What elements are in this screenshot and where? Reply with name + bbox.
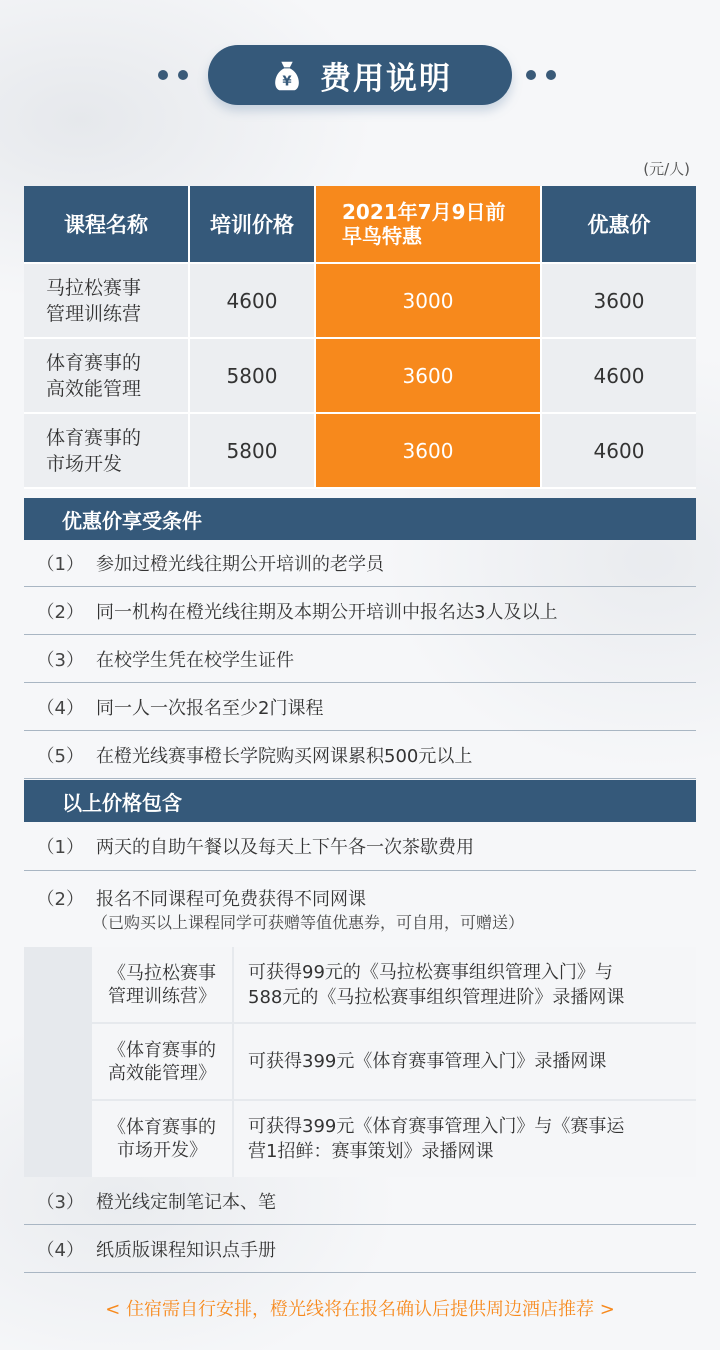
coupon-note: （已购买以上课程同学可获赠等值优惠券，可自用，可赠送） bbox=[92, 913, 525, 932]
discount-cell: 4600 bbox=[542, 339, 696, 414]
item-text: 报名不同课程可免费获得不同网课 bbox=[96, 889, 366, 910]
bonus-table bbox=[24, 947, 696, 1177]
list-item bbox=[24, 683, 696, 731]
includes-section-title: 以上价格包含 bbox=[24, 780, 696, 822]
price-cell: 5800 bbox=[190, 339, 316, 414]
column-header-price: 培训价格 bbox=[190, 186, 316, 264]
item-text: 在校学生凭在校学生证件 bbox=[96, 649, 294, 671]
list-item bbox=[24, 635, 696, 683]
early-bird-cell: 3000 bbox=[316, 264, 542, 339]
item-number: （3） bbox=[36, 1191, 84, 1213]
item-text: 纸质版课程知识点手册 bbox=[96, 1239, 276, 1261]
table-row bbox=[24, 414, 696, 489]
list-item bbox=[24, 822, 696, 871]
item-text: 同一人一次报名至少2门课程 bbox=[96, 697, 324, 719]
price-cell: 5800 bbox=[190, 414, 316, 489]
item-number: （4） bbox=[36, 697, 84, 719]
decorative-dots-left bbox=[158, 70, 188, 80]
table-header-row bbox=[24, 186, 696, 264]
item-text: 同一机构在橙光线往期及本期公开培训中报名达3人及以上 bbox=[96, 601, 558, 623]
item-text: 在橙光线赛事橙长学院购买网课累积500元以上 bbox=[96, 745, 473, 767]
column-header-discount: 优惠价 bbox=[542, 186, 696, 264]
item-number: （5） bbox=[36, 745, 84, 767]
discount-cell: 3600 bbox=[542, 264, 696, 339]
list-item bbox=[24, 731, 696, 779]
price-cell: 4600 bbox=[190, 264, 316, 339]
item-number: （3） bbox=[36, 649, 84, 671]
item-number: （1） bbox=[36, 837, 84, 858]
column-header-course: 课程名称 bbox=[24, 186, 190, 264]
bonus-gift-cell: 可获得399元《体育赛事管理入门》录播网课 bbox=[234, 1024, 696, 1099]
early-bird-cell: 3600 bbox=[316, 414, 542, 489]
bonus-course-cell: 《体育赛事的 高效能管理》 bbox=[92, 1024, 232, 1099]
accommodation-note: < 住宿需自行安排，橙光线将在报名确认后提供周边酒店推荐 > bbox=[105, 1299, 615, 1320]
bonus-course-cell: 《体育赛事的 市场开发》 bbox=[92, 1101, 232, 1177]
early-bird-cell: 3600 bbox=[316, 339, 542, 414]
list-item bbox=[24, 587, 696, 635]
table-row bbox=[24, 264, 696, 339]
page-title: 费用说明 bbox=[320, 60, 452, 97]
item-number: （2） bbox=[36, 601, 84, 623]
list-item bbox=[24, 540, 696, 587]
item-number: （2） bbox=[36, 889, 84, 910]
bonus-gift-cell: 可获得99元的《马拉松赛事组织管理入门》与 588元的《马拉松赛事组织管理进阶》录播网课 bbox=[234, 947, 696, 1022]
table-row bbox=[92, 1024, 696, 1099]
price-table bbox=[24, 186, 696, 489]
decorative-dots-right bbox=[526, 70, 556, 80]
conditions-section-title: 优惠价享受条件 bbox=[24, 498, 696, 540]
money-bag-icon bbox=[268, 56, 306, 94]
list-item bbox=[24, 1225, 696, 1273]
item-number: （4） bbox=[36, 1239, 84, 1261]
discount-cell: 4600 bbox=[542, 414, 696, 489]
list-item bbox=[24, 1177, 696, 1225]
unit-label: (元/人) bbox=[643, 160, 690, 178]
yen-glyph: ¥ bbox=[282, 74, 292, 90]
item-text: 橙光线定制笔记本、笔 bbox=[96, 1191, 276, 1213]
course-name-cell: 体育赛事的 高效能管理 bbox=[24, 339, 190, 414]
course-name-cell: 体育赛事的 市场开发 bbox=[24, 414, 190, 489]
item-text: 两天的自助午餐以及每天上下午各一次茶歇费用 bbox=[96, 837, 474, 858]
bonus-gift-cell: 可获得399元《体育赛事管理入门》与《赛事运 营1招鲜：赛事策划》录播网课 bbox=[234, 1101, 696, 1177]
title-pill bbox=[208, 45, 512, 105]
page-header bbox=[0, 45, 720, 107]
column-header-early-bird: 2021年7月9日前 早鸟特惠 bbox=[316, 186, 542, 264]
table-row bbox=[24, 339, 696, 414]
table-row bbox=[92, 947, 696, 1022]
item-number: （1） bbox=[36, 554, 84, 575]
list-item bbox=[24, 871, 696, 911]
item-text: 参加过橙光线往期公开培训的老学员 bbox=[96, 554, 384, 575]
course-name-cell: 马拉松赛事 管理训练营 bbox=[24, 264, 190, 339]
bonus-course-cell: 《马拉松赛事 管理训练营》 bbox=[92, 947, 232, 1022]
table-row bbox=[92, 1101, 696, 1177]
